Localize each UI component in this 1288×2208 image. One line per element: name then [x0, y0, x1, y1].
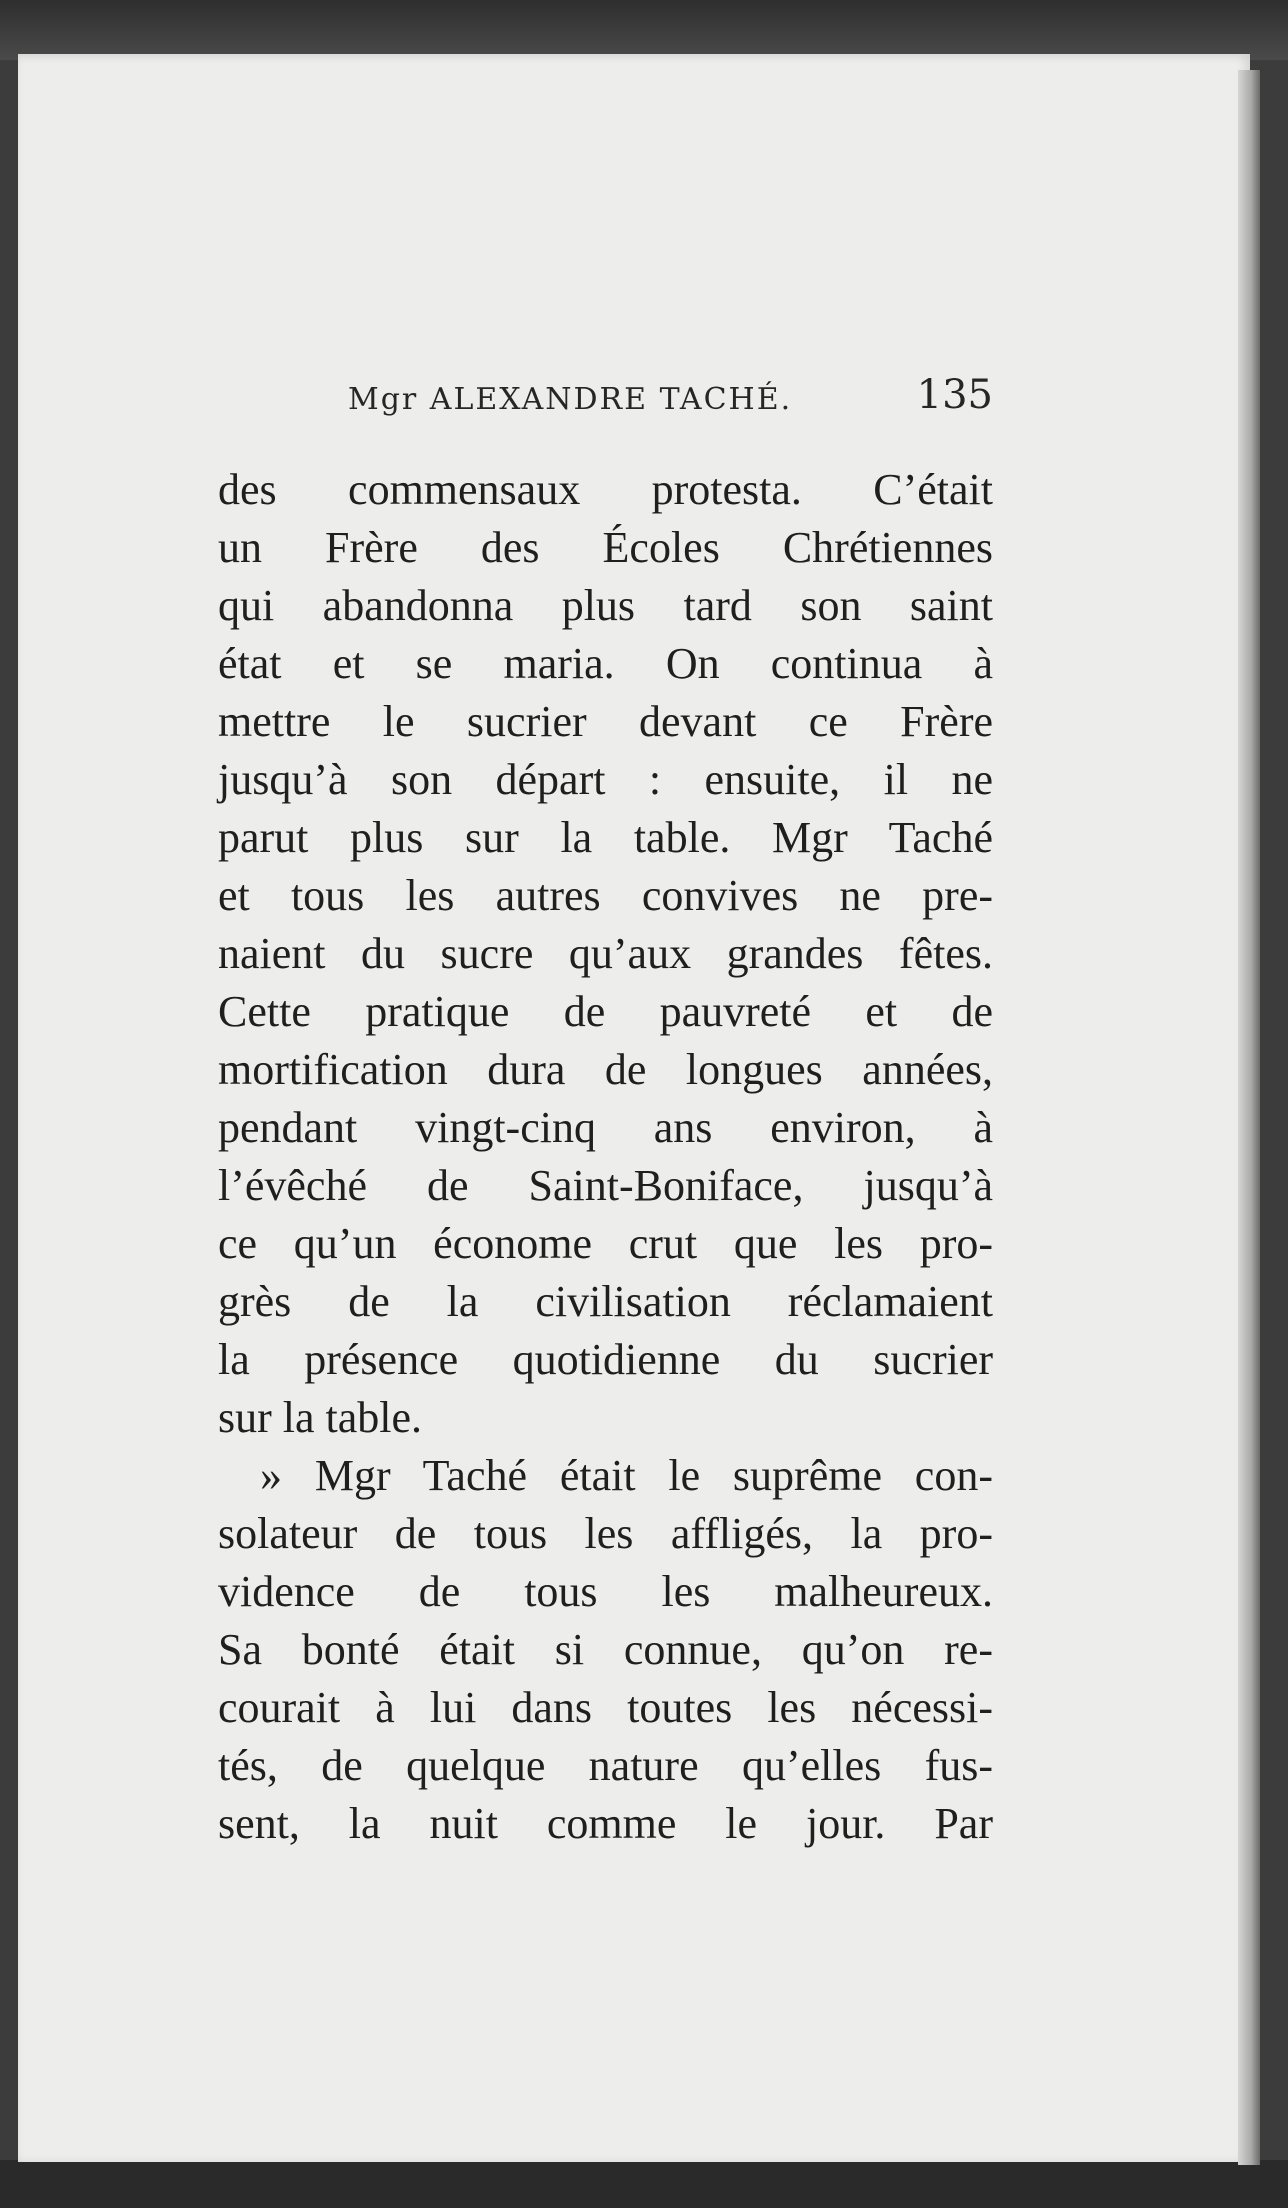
- text-line: courait à lui dans toutes les nécessi-: [218, 1683, 993, 1732]
- text-line: sur la table.: [218, 1393, 423, 1442]
- scan-bottom-border: [0, 2160, 1288, 2208]
- page-stack-edge: [1238, 70, 1260, 2165]
- text-line: Sa bonté était si connue, qu’on re-: [218, 1625, 993, 1674]
- text-line: l’évêché de Saint-Boniface, jusqu’à: [218, 1161, 993, 1210]
- running-title: Mgr ALEXANDRE TACHÉ.: [348, 382, 793, 417]
- running-head: [348, 372, 993, 432]
- text-line: vidence de tous les malheureux.: [218, 1567, 993, 1616]
- text-line: qui abandonna plus tard son saint: [218, 581, 993, 630]
- text-line: solateur de tous les affligés, la pro-: [218, 1509, 993, 1558]
- text-line: mettre le sucrier devant ce Frère: [218, 697, 993, 746]
- page-number: 135: [916, 372, 993, 418]
- text-line: la présence quotidienne du sucrier: [218, 1335, 993, 1384]
- body-text: [218, 461, 993, 1853]
- text-line: naient du sucre qu’aux grandes fêtes.: [218, 929, 993, 978]
- scan-top-border: [0, 0, 1288, 60]
- text-line: des commensaux protesta. C’était: [218, 465, 993, 514]
- text-line: grès de la civilisation réclamaient: [218, 1277, 993, 1326]
- text-line: sent, la nuit comme le jour. Par: [218, 1799, 993, 1848]
- text-line: pendant vingt-cinq ans environ, à: [218, 1103, 993, 1152]
- text-line: Cette pratique de pauvreté et de: [218, 987, 993, 1036]
- text-line: mortification dura de longues années,: [218, 1045, 993, 1094]
- text-line: ce qu’un économe crut que les pro-: [218, 1219, 993, 1268]
- text-line: parut plus sur la table. Mgr Taché: [218, 813, 993, 862]
- text-line: et tous les autres convives ne pre-: [218, 871, 993, 920]
- text-line: état et se maria. On continua à: [218, 639, 993, 688]
- text-line: tés, de quelque nature qu’elles fus-: [218, 1741, 993, 1790]
- text-line: » Mgr Taché était le suprême con-: [260, 1451, 993, 1500]
- book-page: [18, 54, 1250, 2162]
- text-line: un Frère des Écoles Chrétiennes: [218, 523, 993, 572]
- text-line: jusqu’à son départ : ensuite, il ne: [218, 755, 993, 804]
